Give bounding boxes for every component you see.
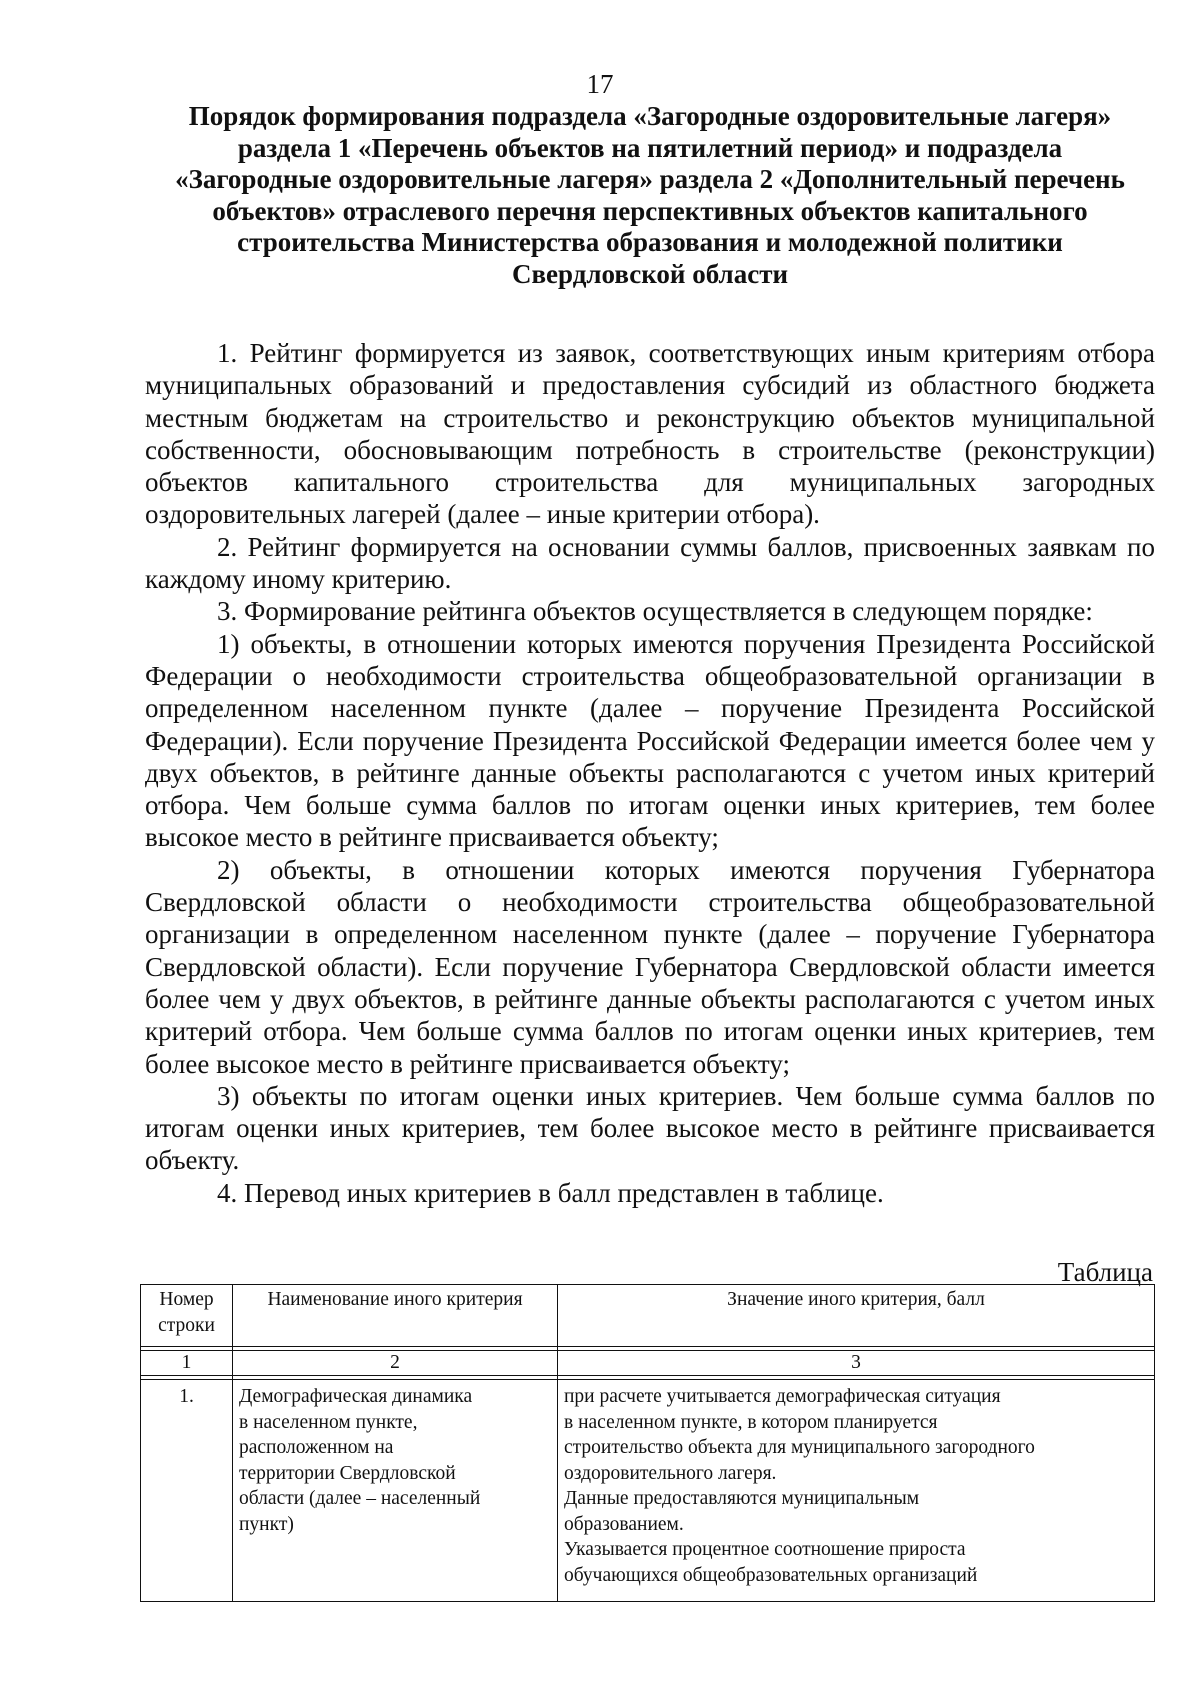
table-caption: Таблица xyxy=(1057,1257,1153,1287)
criterion-name-line: в населенном пункте, xyxy=(239,1411,418,1433)
page-number: 17 xyxy=(586,69,614,99)
criterion-value-line: при расчете учитывается демографическая ситуация xyxy=(564,1386,1001,1407)
criterion-name-line: области (далее – населенный xyxy=(239,1488,481,1509)
criterion-name-line: расположенном на xyxy=(239,1437,394,1458)
criterion-value-line: Данные предоставляются муниципальным xyxy=(564,1488,920,1509)
criterion-value-line: в населенном пункте, в котором планируется xyxy=(564,1411,938,1433)
criterion-value-line: обучающихся общеобразовательных организаций xyxy=(564,1564,978,1586)
table-header-row xyxy=(141,1285,1155,1347)
criterion-name xyxy=(233,1380,558,1602)
paragraph-3-item-1: 1) объекты, в отношении которых имеются поручения Президента Российской Федерации о необходимости строительства общеобразовательной организации в определенном населенном пункте (далее – поручение Президента Российской Федерации). Если поручение Президента Российской Федерации имеется более чем у двух объектов, в рейтинге данные объекты располагаются с учетом иных критерий отбора. Чем больше сумма баллов по итогам оценки иных критериев, тем более высокое место в рейтинге присваивается объекту; xyxy=(145,628,1155,853)
column-number: 1 xyxy=(141,1351,233,1376)
criterion-name-line: Демографическая динамика xyxy=(239,1386,473,1407)
criterion-value-line: Указывается процентное соотношение прироста xyxy=(564,1539,966,1560)
header-row-number: Номер строки xyxy=(141,1285,233,1347)
criterion-value xyxy=(558,1380,1155,1602)
title-line: Свердловской области xyxy=(511,258,789,289)
column-number-row xyxy=(141,1351,1155,1376)
title-line: раздела 1 «Перечень объектов на пятилетний период» и подраздела xyxy=(237,132,1063,163)
criterion-value-line: оздоровительного лагеря. xyxy=(564,1462,777,1484)
criteria-table xyxy=(140,1284,1155,1602)
paragraph-1: 1. Рейтинг формируется из заявок, соответствующих иным критериям отбора муниципальных образований и предоставления субсидий из областного бюджета местным бюджетам на строительство и реконструкцию объектов муниципальной собственности, обосновывающим потребность в строительстве (реконструкции) объектов капитального строительства для муниципальных загородных оздоровительных лагерей (далее – иные критерии отбора). xyxy=(145,338,1155,530)
criterion-value-line: образованием. xyxy=(564,1513,684,1535)
criterion-name-line: пункт) xyxy=(239,1513,294,1535)
column-number: 3 xyxy=(558,1351,1155,1376)
column-number: 2 xyxy=(233,1351,558,1376)
header-criterion-name: Наименование иного критерия xyxy=(233,1285,558,1347)
title-line: строительства Министерства образования и молодежной политики xyxy=(237,227,1063,257)
paragraph-4: 4. Перевод иных критериев в балл представлен в таблице. xyxy=(217,1177,884,1208)
header-criterion-value: Значение иного критерия, балл xyxy=(558,1285,1155,1347)
table-row xyxy=(141,1380,1155,1602)
row-number: 1. xyxy=(141,1380,233,1602)
criterion-name-line: территории Свердловской xyxy=(239,1462,456,1484)
criterion-value-line: строительство объекта для муниципального загородного xyxy=(564,1437,1035,1458)
title-line: Порядок формирования подраздела «Загородные оздоровительные лагеря» xyxy=(188,101,1112,131)
document-title xyxy=(130,101,1170,290)
title-line: «Загородные оздоровительные лагеря» раздела 2 «Дополнительный перечень xyxy=(175,164,1125,194)
paragraph-3: 3. Формирование рейтинга объектов осуществляется в следующем порядке: xyxy=(217,596,1093,627)
paragraph-3-item-3: 3) объекты по итогам оценки иных критериев. Чем больше сумма баллов по итогам оценки иных критериев, тем более высокое место в рейтинге присваивается объекту. xyxy=(145,1080,1155,1176)
paragraph-3-item-2: 2) объекты, в отношении которых имеются поручения Губернатора Свердловской области о необходимости строительства общеобразовательной организации в определенном населенном пункте (далее – поручение Губернатора Свердловской области). Если поручение Губернатора Свердловской области имеется более чем у двух объектов, в рейтинге данные объекты располагаются с учетом иных критерий отбора. Чем больше сумма баллов по итогам оценки иных критериев, тем более высокое место в рейтинге присваивается объекту; xyxy=(145,854,1155,1079)
document-body xyxy=(145,337,1155,1209)
title-line: объектов» отраслевого перечня перспективных объектов капитального xyxy=(212,195,1088,226)
paragraph-2: 2. Рейтинг формируется на основании суммы баллов, присвоенных заявкам по каждому иному критерию. xyxy=(145,531,1155,595)
